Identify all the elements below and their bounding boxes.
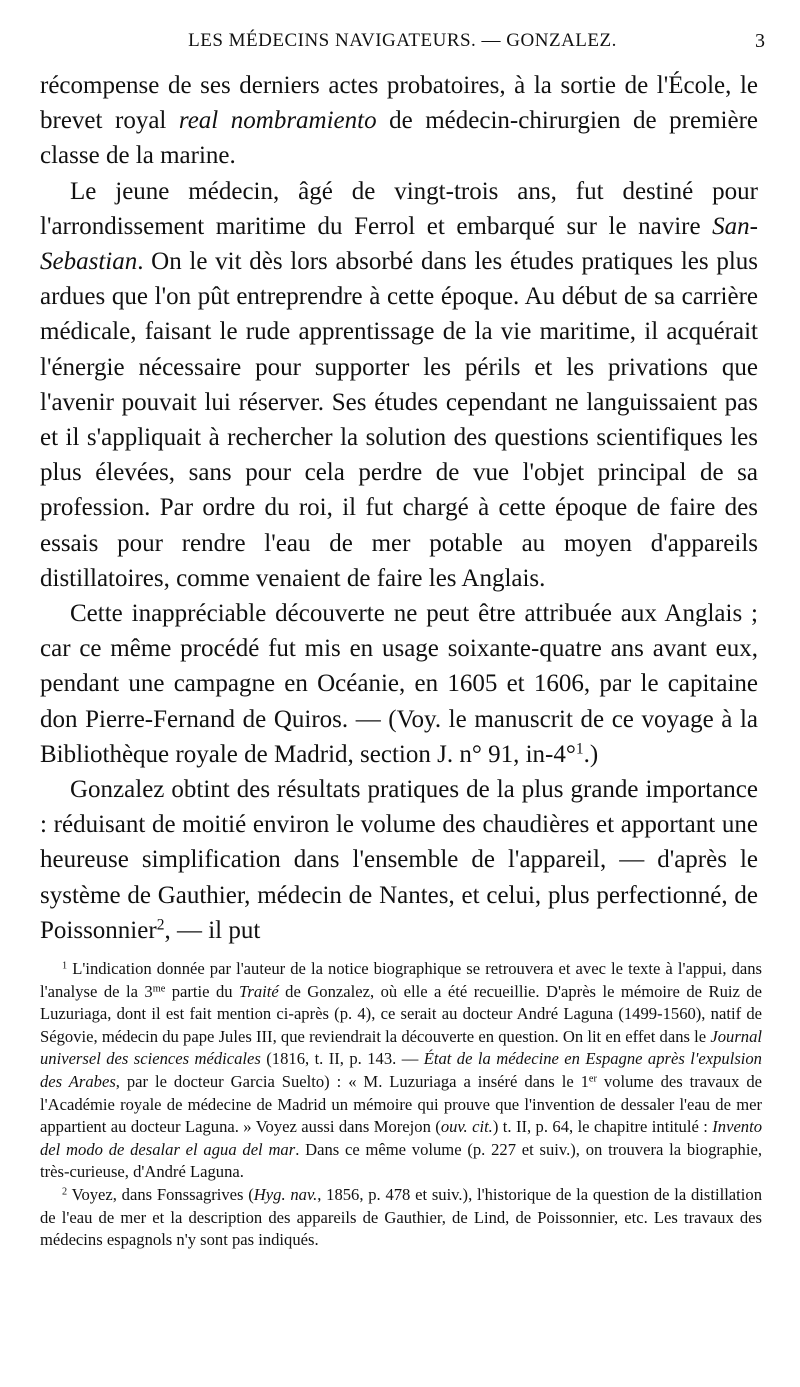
paragraph-3	[40, 596, 758, 772]
text-run: . On le vit dès lors absorbé dans les études pratiques les plus ardues que l'on pût entreprendre à cette époque. Au début de sa carrière médicale, faisant le rude apprentissage de la vie maritime, il acquérait l'énergie nécessaire pour supporter les périls et les privations que l'avenir pouvait lui réserver. Ses études cependant ne languissaient pas et il s'appliquait à rechercher la solution des questions scientifiques les plus élevées, sans pour cela perdre de vue l'objet principal de sa profession. Par ordre du roi, il fut chargé à cette époque de faire des essais pour rendre l'eau de mer potable au moyen d'appareils distillatoires, comme venaient de faire les Anglais.	[40, 248, 758, 592]
text-run: Cette inappréciable découverte ne peut être attribuée aux Anglais ; car ce même procédé fut mis en usage soixante-quatre ans avant eux, pendant une campagne en Océanie, en 1605 et 1606, par le capitaine don Pierre-Fernand de Quiros. — (Voy. le manuscrit de ce voyage à la Bibliothèque royale de Madrid, section J. n° 91, in-4°	[40, 600, 758, 768]
footnote-2	[40, 1184, 762, 1252]
footnote-mark: 1	[62, 960, 68, 972]
text-run: volume des travaux de l'Académie royale de médecine de Madrid un mémoire qui prouve que l'invention de dessaler l'eau de mer appartient au docteur Laguna. » Voyez aussi dans Morejon (	[40, 1071, 762, 1137]
italic-title: Journal universel des sciences médicales	[40, 1026, 762, 1069]
running-title: LES MÉDECINS NAVIGATEURS. — GONZALEZ.	[188, 30, 617, 51]
footnote-mark: 2	[62, 1186, 68, 1198]
page-number: 3	[755, 30, 765, 52]
italic-term: real nombramiento	[178, 107, 377, 135]
text-run: . Dans ce même volume (p. 227 et suiv.), on trouvera la biographie, très-curieuse, d'André Laguna.	[40, 1139, 762, 1182]
italic-title: Hyg. nav.	[253, 1184, 318, 1204]
running-header	[40, 30, 765, 58]
text-run: (1816, t. II, p. 143. —	[260, 1049, 424, 1069]
ship-name: San-Sebastian	[40, 212, 758, 276]
footnote-ref-1: 1	[575, 740, 584, 758]
text-run: partie du	[165, 981, 240, 1001]
text-run: .)	[583, 740, 599, 768]
italic-title: Invento del modo de desalar el agua del mar	[40, 1117, 763, 1159]
paragraph-1	[40, 68, 758, 174]
footnote-1	[40, 958, 762, 1184]
main-text	[40, 68, 758, 948]
text-run: Gonzalez obtint des résultats pratiques de la plus grande importance : réduisant de moitié environ le volume des chaudières et apportant une heureuse simplification dans l'ensemble de l'appareil, — d'après le système de Gauthier, médecin de Nantes, et celui, plus perfectionné, de Poissonnier	[40, 776, 758, 944]
paragraph-2	[40, 174, 758, 596]
text-run: , par le docteur Garcia Suelto) : « M. Luzuriaga a inséré dans le 1	[115, 1071, 589, 1091]
italic-abbrev: ouv. cit.	[440, 1117, 493, 1137]
italic-title: État de la médecine en Espagne après l'expulsion des Arabes	[40, 1049, 762, 1091]
text-run: ) t. II, p. 64, le chapitre intitulé :	[492, 1117, 713, 1137]
italic-title: Traité	[239, 981, 279, 1001]
text-run: de médecin-chirurgien de première classe de la marine.	[40, 107, 759, 170]
text-run: récompense de ses derniers actes probatoires, à la sortie de l'École, le brevet royal	[40, 72, 758, 135]
text-run: Voyez, dans Fonssagrives (	[67, 1184, 254, 1204]
text-run: Le jeune médecin, âgé de vingt-trois ans, fut destiné pour l'arrondissement maritime du Ferrol et embarqué sur le navire	[40, 177, 758, 240]
text-run: de Gonzalez, où elle a été recueillie. D'après le mémoire de Ruiz de Luzuriaga, dont il est fait mention ci-après (p. 4), ce serait au docteur André Laguna (1499-1560), natif de Ségovie, médecin du pape Jules III, que reviendrait la découverte en question. On lit en effet dans le	[40, 981, 762, 1046]
text-run: , 1856, p. 478 et suiv.), l'historique de la question de la distillation de l'eau de mer et la description des appareils de Gauthier, de Lind, de Poissonnier, etc. Les travaux des médecins espagnols n'y sont pas indiqués.	[40, 1184, 762, 1250]
text-run: L'indication donnée par l'auteur de la notice biographique se retrouvera et avec le texte à l'appui, dans l'analyse de la 3	[40, 959, 762, 1001]
text-run: , — il put	[164, 916, 261, 944]
footnote-ref-2: 2	[156, 916, 165, 934]
footnotes	[40, 958, 762, 1252]
superscript: er	[588, 1073, 597, 1085]
superscript: me	[152, 982, 166, 994]
paragraph-4	[40, 772, 758, 948]
